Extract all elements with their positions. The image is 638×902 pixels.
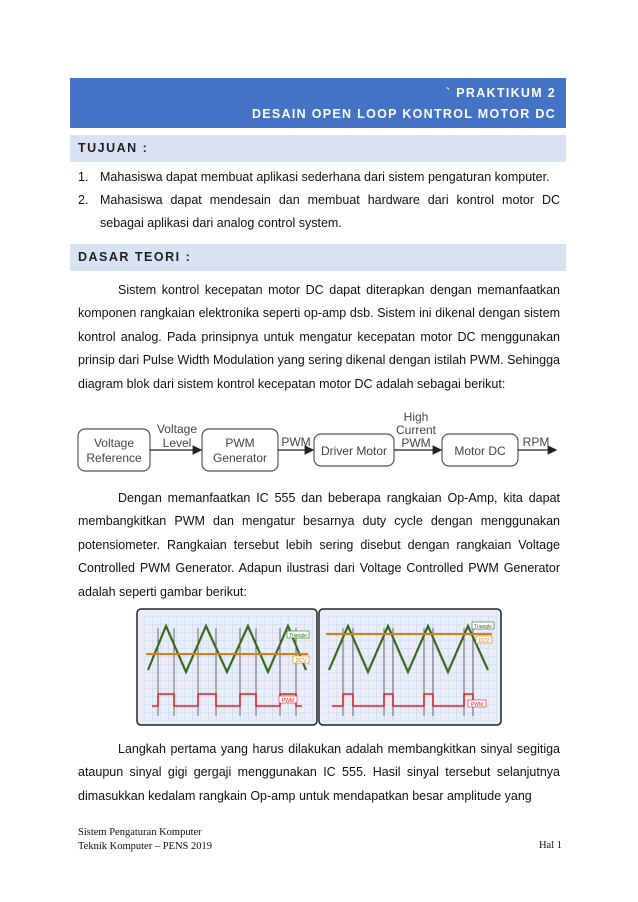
practicum-number: ` PRAKTIKUM 2 bbox=[446, 86, 556, 100]
svg-text:Motor DC: Motor DC bbox=[454, 444, 506, 458]
footer bbox=[78, 826, 212, 854]
svg-text:DCV: DCV bbox=[478, 638, 490, 644]
svg-text:Level: Level bbox=[162, 436, 192, 450]
svg-text:Triangle: Triangle bbox=[289, 633, 307, 639]
svg-text:RPM: RPM bbox=[522, 435, 550, 449]
svg-text:Voltage: Voltage bbox=[93, 436, 135, 450]
practicum-title: DESAIN OPEN LOOP KONTROL MOTOR DC bbox=[251, 107, 556, 121]
svg-text:Generator: Generator bbox=[212, 451, 268, 465]
svg-text:High: High bbox=[403, 410, 429, 424]
block-diagram bbox=[70, 408, 566, 476]
svg-text:PWM: PWM bbox=[225, 436, 255, 450]
svg-text:PWM: PWM bbox=[470, 702, 484, 708]
footer-department: Teknik Komputer – PENS 2019 bbox=[78, 841, 213, 852]
svg-text:Driver Motor: Driver Motor bbox=[320, 444, 388, 458]
svg-text:PWM: PWM bbox=[401, 436, 431, 450]
svg-text:PWM: PWM bbox=[281, 435, 311, 449]
scope-panel-right bbox=[319, 609, 501, 725]
tujuan-list bbox=[78, 166, 560, 235]
svg-text:PWM: PWM bbox=[281, 698, 295, 704]
footer-course: Sistem Pengaturan Komputer bbox=[78, 827, 202, 838]
tujuan-heading: TUJUAN : bbox=[70, 135, 566, 162]
scope-panel-left bbox=[137, 609, 317, 725]
svg-text:Voltage: Voltage bbox=[156, 422, 198, 436]
title-banner bbox=[70, 78, 566, 128]
paragraph-1: Sistem kontrol kecepatan motor DC dapat diterapkan dengan memanfaatkan komponen rangkaian elektronika seperti op-amp dsb. Sistem ini dikenal dengan sistem kontrol analog. Pada prinsipnya untuk mengatur kecepatan motor DC menggunakan prinsip dari Pulse Width Modulation yang sering dikenal dengan istilah PWM. Sehingga diagram blok dari sistem kontrol kecepatan motor DC adalah sebagai berikut: bbox=[78, 283, 560, 391]
svg-text:DCV: DCV bbox=[295, 658, 307, 664]
page-number: Hal 1 bbox=[538, 840, 562, 851]
list-item: 1. Mahasiswa dapat membuat aplikasi sederhana dari sistem pengaturan komputer. bbox=[78, 170, 550, 184]
dasar-teori-heading: DASAR TEORI : bbox=[70, 244, 566, 271]
list-item-text: Mahasiswa dapat mendesain dan membuat hardware dari kontrol motor DC sebagai aplikasi dari analog control system. bbox=[100, 193, 560, 230]
pwm-oscilloscope-figure bbox=[136, 608, 502, 726]
paragraph-2: Dengan memanfaatkan IC 555 dan beberapa rangkaian Op-Amp, kita dapat membangkitkan PWM dan mengatur besarnya duty cycle dengan menggunakan potensiometer. Rangkaian tersebut lebih sering disebut dengan rangkaian Voltage Controlled PWM Generator. Adapun ilustrasi dari Voltage Controlled PWM Generator adalah seperti gambar berikut: bbox=[78, 491, 560, 599]
list-item: 2. Mahasiswa dapat mendesain dan membuat hardware dari kontrol motor DC sebagai aplikasi dari analog control system. bbox=[78, 193, 560, 230]
svg-text:Current: Current bbox=[395, 423, 437, 437]
paragraph-3: Langkah pertama yang harus dilakukan adalah membangkitkan sinyal segitiga ataupun sinyal gigi gergaji menggunakan IC 555. Hasil sinyal tersebut selanjutnya dimasukkan kedalam rangkain Op-amp untuk mendapatkan besar amplitude yang bbox=[78, 742, 560, 803]
list-item-text: Mahasiswa dapat membuat aplikasi sederhana dari sistem pengaturan komputer. bbox=[100, 170, 550, 184]
svg-text:Reference: Reference bbox=[86, 451, 142, 465]
svg-text:Triangle: Triangle bbox=[474, 624, 492, 630]
